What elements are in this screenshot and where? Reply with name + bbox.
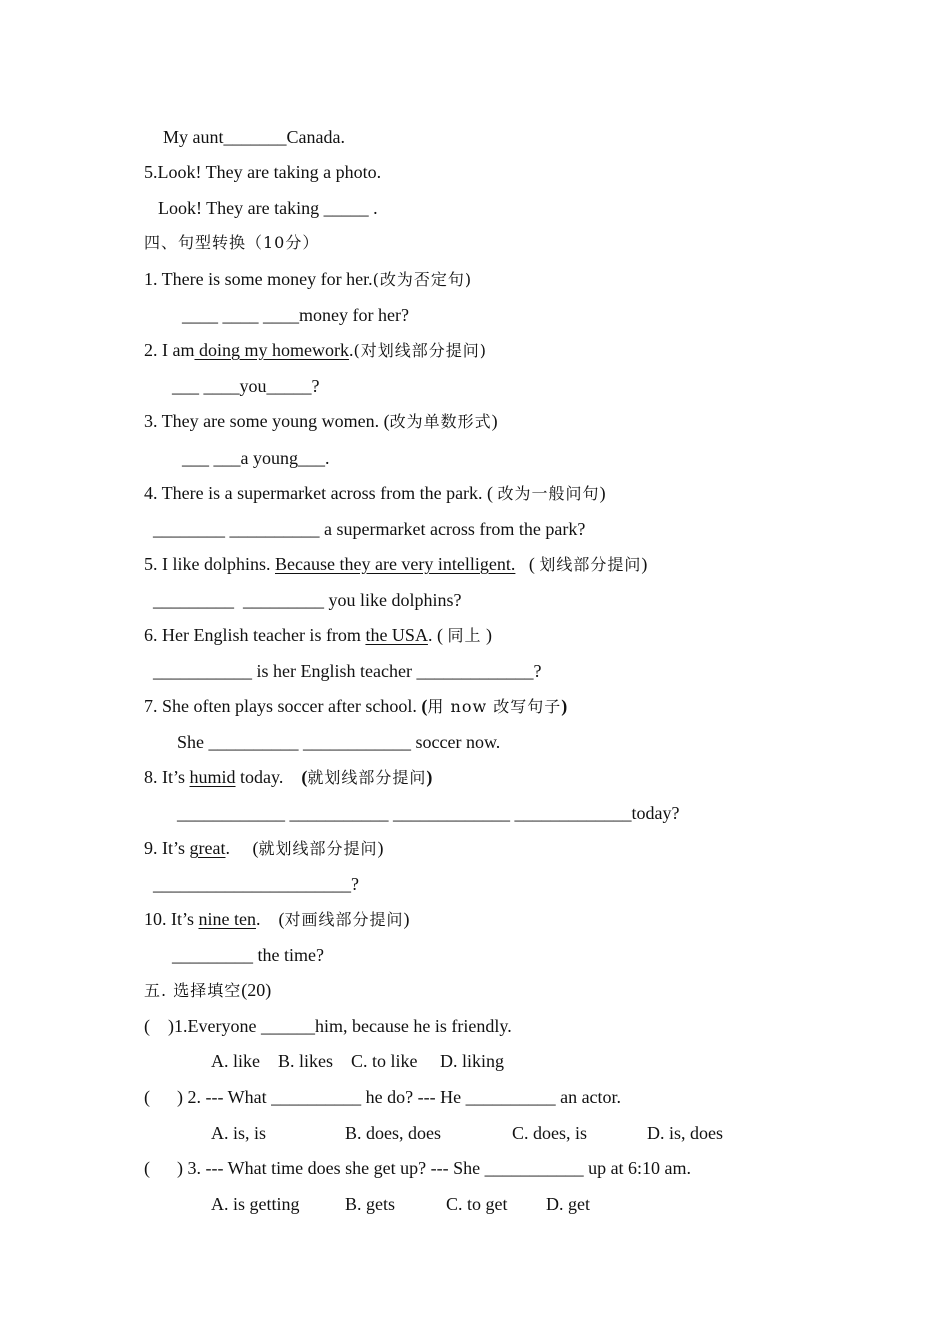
- s4-q8-text-2: today.: [235, 767, 302, 787]
- s4-q10-close: ): [403, 909, 410, 929]
- section-5-points: (20): [241, 980, 272, 1000]
- s4-q2-text: 2. I am: [144, 340, 195, 360]
- section-5-number: 五: [144, 981, 162, 1000]
- s4-q2-period: .: [348, 340, 354, 360]
- s5-q2: ( ) 2. --- What __________ he do? --- He __________ an actor.: [144, 1087, 622, 1107]
- section-4-heading: 四、句型转换（10分）: [144, 233, 320, 252]
- s4-q2: [144, 339, 487, 362]
- s5-q1: ( )1.Everyone ______him, because he is friendly.: [144, 1016, 512, 1036]
- s5-q3-option-b: B. gets: [345, 1194, 396, 1214]
- s4-q2-underlined: doing my homework: [194, 340, 349, 360]
- answer-line-aunt: My aunt_______Canada.: [163, 127, 345, 147]
- s4-q8-text: 8. It’s: [144, 767, 190, 787]
- s4-q3-close: ): [491, 411, 498, 431]
- s4-q4-instruction: 改为一般问句: [497, 484, 600, 503]
- s4-q6-text: 6. Her English teacher is from: [144, 625, 366, 645]
- s4-q6: [144, 624, 492, 647]
- s4-q9-text: 9. It’s: [144, 838, 190, 858]
- s4-q10-instruction: 对画线部分提问: [284, 910, 404, 929]
- s4-q5-answer: _________ _________ you like dolphins?: [153, 590, 462, 610]
- s4-q1-answer: ____ ____ ____money for her?: [182, 305, 409, 325]
- s4-q4: [144, 482, 606, 505]
- s4-q7-answer: She __________ ____________ soccer now.: [177, 732, 501, 752]
- s4-q3-answer: ___ ___a young___.: [182, 448, 330, 468]
- question-5-original: 5.Look! They are taking a photo.: [144, 162, 382, 182]
- s4-q9-open: . (: [225, 838, 259, 858]
- s4-q6-close: ): [481, 625, 492, 645]
- s4-q7-instruction: 用 now 改写句子: [427, 697, 562, 716]
- s4-q9-answer: ______________________?: [153, 874, 359, 894]
- s4-q9-underlined: great: [189, 838, 226, 858]
- s5-q1-options: A. like B. likes C. to like D. liking: [211, 1051, 504, 1071]
- s4-q8: [144, 766, 432, 789]
- s5-q2-option-a: A. is, is: [211, 1123, 267, 1143]
- s4-q2-instruction: (对划线部分提问): [353, 341, 487, 360]
- s4-q9-instruction: 就划线部分提问: [258, 839, 378, 858]
- s4-q10: [144, 908, 410, 931]
- s4-q1: [144, 268, 472, 291]
- s4-q8-underlined: humid: [189, 767, 236, 787]
- section-5-title: . 选择填空: [161, 981, 242, 1000]
- s4-q5-open: (: [515, 554, 540, 574]
- s4-q8-open: (: [301, 767, 308, 787]
- s4-q10-underlined: nine ten: [198, 909, 256, 929]
- s4-q8-instruction: 就划线部分提问: [307, 768, 427, 787]
- s4-q7-close: ): [561, 696, 568, 716]
- s4-q3-text: 3. They are some young women. (: [144, 411, 390, 431]
- s4-q5: [144, 553, 647, 576]
- s4-q10-text: 10. It’s: [144, 909, 199, 929]
- s4-q5-instruction: 划线部分提问: [539, 555, 642, 574]
- s5-q3: ( ) 3. --- What time does she get up? --- She ___________ up at 6:10 am.: [144, 1158, 692, 1178]
- s4-q10-answer: _________ the time?: [172, 945, 324, 965]
- s4-q3-instruction: 改为单数形式: [389, 412, 492, 431]
- s4-q4-close: ): [599, 483, 606, 503]
- s4-q7-open: (: [421, 696, 428, 716]
- s4-q5-underlined: Because they are very intelligent.: [275, 554, 516, 574]
- s4-q5-text: 5. I like dolphins.: [144, 554, 275, 574]
- section-5-heading: [144, 979, 271, 1002]
- s5-q3-option-d: D. get: [546, 1194, 590, 1214]
- s4-q7-text: 7. She often plays soccer after school.: [144, 696, 422, 716]
- s4-q1-text: 1. There is some money for her.: [144, 269, 373, 289]
- s4-q3: [144, 410, 498, 433]
- s4-q6-instruction: 同上: [447, 626, 482, 645]
- s4-q6-open: . (: [427, 625, 448, 645]
- s4-q8-answer: ____________ ___________ _____________ _____________today?: [177, 803, 680, 823]
- s4-q6-answer: ___________ is her English teacher _____________?: [153, 661, 542, 681]
- s4-q9-close: ): [377, 838, 384, 858]
- s4-q9: [144, 837, 384, 860]
- s4-q10-open: . (: [256, 909, 285, 929]
- s4-q8-close: ): [426, 767, 433, 787]
- s5-q3-option-a: A. is getting: [211, 1194, 300, 1214]
- s4-q4-answer: ________ __________ a supermarket across from the park?: [153, 519, 586, 539]
- s4-q4-text: 4. There is a supermarket across from the park. (: [144, 483, 498, 503]
- s5-q3-option-c: C. to get: [446, 1194, 508, 1214]
- s4-q6-underlined: the USA: [365, 625, 428, 645]
- s5-q2-option-b: B. does, does: [345, 1123, 441, 1143]
- s4-q2-answer: ___ ____you_____?: [172, 376, 320, 396]
- s4-q7: [144, 695, 567, 718]
- s4-q1-instruction: (改为否定句): [372, 270, 473, 289]
- s5-q2-option-c: C. does, is: [512, 1123, 588, 1143]
- s5-q2-option-d: D. is, does: [647, 1123, 723, 1143]
- s4-q5-close: ): [641, 554, 648, 574]
- question-5-rewrite: Look! They are taking _____ .: [158, 198, 378, 218]
